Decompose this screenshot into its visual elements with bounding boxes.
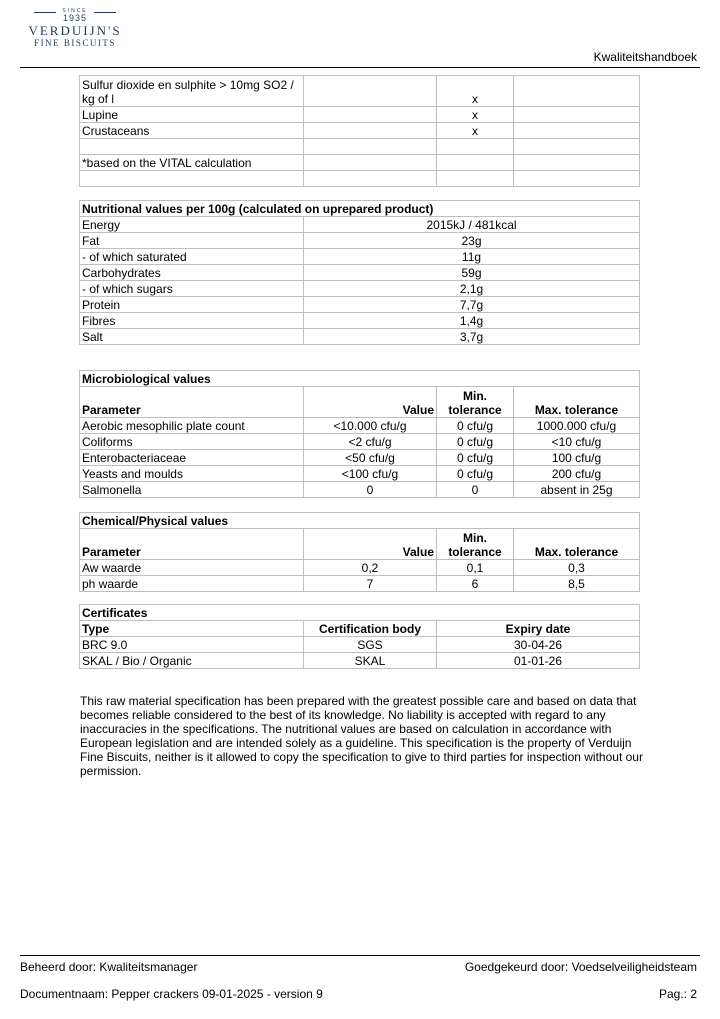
cert-type: SKAL / Bio / Organic — [80, 653, 304, 669]
logo-year: 1935 — [62, 13, 88, 23]
table-header-row — [80, 621, 640, 637]
chem-title: Chemical/Physical values — [80, 513, 640, 529]
min-cell: 0 cfu/g — [437, 434, 514, 450]
table-title-row — [80, 201, 640, 217]
company-logo — [20, 8, 130, 54]
min-cell: 0,1 — [437, 560, 514, 576]
param-cell: Aw waarde — [80, 560, 304, 576]
logo-wing-right — [94, 12, 116, 13]
column-header: Type — [80, 621, 304, 637]
nutrient-name: Fat — [80, 233, 304, 249]
value-cell: <50 cfu/g — [304, 450, 437, 466]
table-row — [80, 418, 640, 434]
column-header: Value — [304, 387, 437, 418]
max-cell: 1000.000 cfu/g — [514, 418, 640, 434]
table-row — [80, 329, 640, 345]
cert-body: SKAL — [304, 653, 437, 669]
document-header-title: Kwaliteitshandboek — [593, 50, 697, 64]
allergen-name: Lupine — [80, 107, 304, 123]
table-row — [80, 450, 640, 466]
table-row — [80, 171, 640, 187]
nutrient-value: 7,7g — [304, 297, 640, 313]
disclaimer-text: This raw material specification has been prepared with the greatest possible care and based on data that becomes reliable considered to the best of its knowledge. No liability is accepted with regard to any inaccuracies in the specifications. The nutritional values are based on calculation in accordance with European legislation and are intended solely as a guideline. This specification is the property of Verduijn Fine Biscuits, neither is it allowed to copy the specification to give to third parties for inspection without our permission. — [80, 694, 643, 778]
cert-expiry: 01-01-26 — [437, 653, 640, 669]
table-title-row — [80, 371, 640, 387]
param-cell: Aerobic mesophilic plate count — [80, 418, 304, 434]
nutrient-value: 2,1g — [304, 281, 640, 297]
microbiological-table — [79, 370, 640, 498]
table-row — [80, 281, 640, 297]
nutrient-value: 23g — [304, 233, 640, 249]
max-cell: <10 cfu/g — [514, 434, 640, 450]
certs-title: Certificates — [80, 605, 640, 621]
table-row — [80, 265, 640, 281]
column-header: Certification body — [304, 621, 437, 637]
min-cell: 0 cfu/g — [437, 450, 514, 466]
column-header: Min. tolerance — [437, 387, 514, 418]
nutrient-name: - of which saturated — [80, 249, 304, 265]
logo-brand: VERDUIJN'S — [28, 23, 122, 38]
allergen-mark: x — [437, 123, 514, 139]
table-row — [80, 233, 640, 249]
nutrient-name: Carbohydrates — [80, 265, 304, 281]
column-header: Expiry date — [437, 621, 640, 637]
logo-wing-left — [34, 12, 56, 13]
nutrition-title: Nutritional values per 100g (calculated on uprepared product) — [80, 201, 640, 217]
cert-body: SGS — [304, 637, 437, 653]
column-header: Value — [304, 529, 437, 560]
column-header: Max. tolerance — [514, 529, 640, 560]
table-title-row — [80, 513, 640, 529]
chemical-physical-table — [79, 512, 640, 592]
logo-since: SINCE — [62, 8, 88, 14]
value-cell: 0 — [304, 482, 437, 498]
table-row — [80, 576, 640, 592]
value-cell: 7 — [304, 576, 437, 592]
nutrient-name: - of which sugars — [80, 281, 304, 297]
table-row — [80, 434, 640, 450]
logo-subtitle: FINE BISCUITS — [34, 38, 116, 48]
nutrient-value: 11g — [304, 249, 640, 265]
param-cell: Yeasts and moulds — [80, 466, 304, 482]
nutrient-value: 3,7g — [304, 329, 640, 345]
allergen-name: Crustaceans — [80, 123, 304, 139]
nutrient-value: 1,4g — [304, 313, 640, 329]
max-cell: 0,3 — [514, 560, 640, 576]
nutrition-table — [79, 200, 640, 345]
column-header: Min. tolerance — [437, 529, 514, 560]
table-row — [80, 653, 640, 669]
table-title-row — [80, 605, 640, 621]
footer-divider — [20, 955, 700, 956]
table-row — [80, 466, 640, 482]
allergen-note: *based on the VITAL calculation — [80, 155, 304, 171]
max-cell: absent in 25g — [514, 482, 640, 498]
min-cell: 0 — [437, 482, 514, 498]
allergen-name: Sulfur dioxide en sulphite > 10mg SO2 / kg of l — [80, 76, 304, 107]
table-row — [80, 297, 640, 313]
max-cell: 8,5 — [514, 576, 640, 592]
allergen-mark: x — [437, 76, 514, 107]
table-row — [80, 637, 640, 653]
nutrient-name: Protein — [80, 297, 304, 313]
table-row — [80, 249, 640, 265]
table-row — [80, 139, 640, 155]
value-cell: <100 cfu/g — [304, 466, 437, 482]
value-cell: <10.000 cfu/g — [304, 418, 437, 434]
footer-document-name: Documentnaam: Pepper crackers 09-01-2025 - version 9 — [20, 987, 323, 1001]
table-row — [80, 76, 640, 107]
table-header-row — [80, 387, 640, 418]
cert-type: BRC 9.0 — [80, 637, 304, 653]
min-cell: 0 cfu/g — [437, 466, 514, 482]
min-cell: 6 — [437, 576, 514, 592]
nutrient-name: Fibres — [80, 313, 304, 329]
table-header-row — [80, 529, 640, 560]
footer-page-number: Pag.: 2 — [658, 987, 697, 1001]
table-row — [80, 217, 640, 233]
header-divider — [20, 67, 700, 68]
nutrient-value: 59g — [304, 265, 640, 281]
table-row — [80, 123, 640, 139]
min-cell: 0 cfu/g — [437, 418, 514, 434]
table-row — [80, 313, 640, 329]
nutrient-value: 2015kJ / 481kcal — [304, 217, 640, 233]
table-row — [80, 482, 640, 498]
table-row — [80, 155, 640, 171]
column-header: Max. tolerance — [514, 387, 640, 418]
micro-title: Microbiological values — [80, 371, 640, 387]
param-cell: ph waarde — [80, 576, 304, 592]
param-cell: Salmonella — [80, 482, 304, 498]
allergen-mark: x — [437, 107, 514, 123]
nutrient-name: Energy — [80, 217, 304, 233]
value-cell: <2 cfu/g — [304, 434, 437, 450]
certificates-table — [79, 604, 640, 669]
column-header: Parameter — [80, 529, 304, 560]
max-cell: 100 cfu/g — [514, 450, 640, 466]
cert-expiry: 30-04-26 — [437, 637, 640, 653]
footer-managed-by: Beheerd door: Kwaliteitsmanager — [20, 960, 198, 974]
value-cell: 0,2 — [304, 560, 437, 576]
max-cell: 200 cfu/g — [514, 466, 640, 482]
nutrient-name: Salt — [80, 329, 304, 345]
allergens-table — [79, 75, 640, 187]
table-row — [80, 560, 640, 576]
column-header: Parameter — [80, 387, 304, 418]
footer-approved-by: Goedgekeurd door: Voedselveiligheidsteam — [464, 960, 697, 974]
param-cell: Enterobacteriaceae — [80, 450, 304, 466]
table-row — [80, 107, 640, 123]
param-cell: Coliforms — [80, 434, 304, 450]
